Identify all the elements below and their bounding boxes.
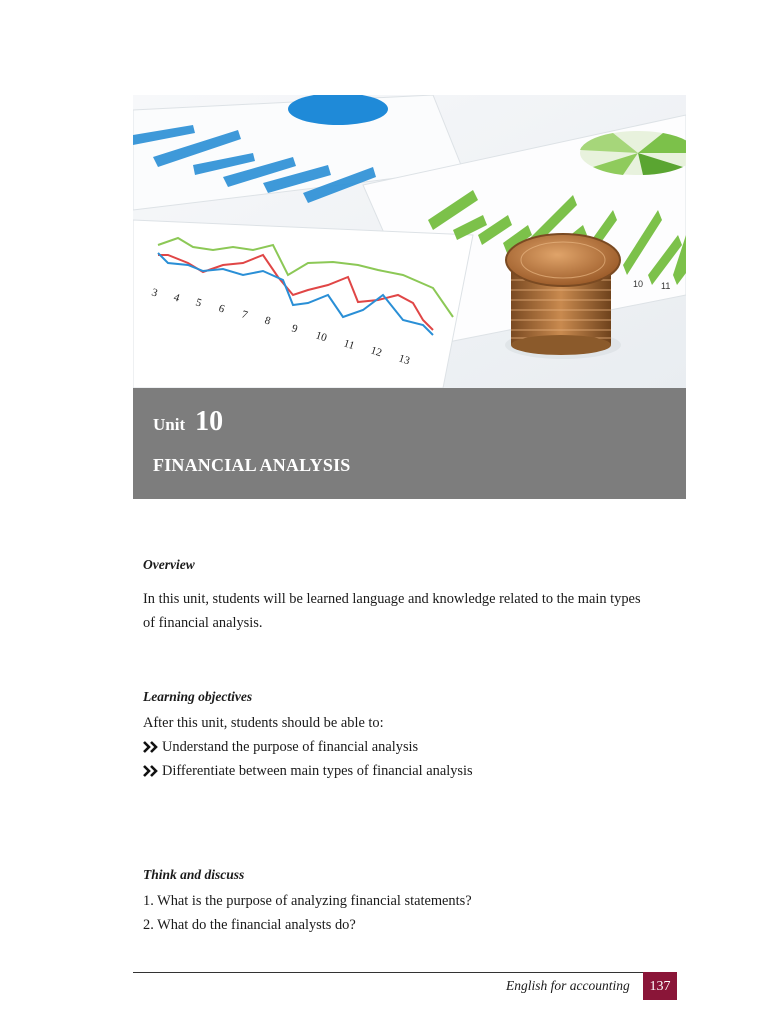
double-chevron-icon bbox=[143, 765, 159, 777]
unit-number: 10 bbox=[195, 406, 224, 437]
overview-text-line-1: In this unit, students will be learned language and knowledge related to the main types bbox=[143, 591, 641, 607]
footer-book-title: English for accounting bbox=[506, 978, 630, 993]
overview-section bbox=[143, 553, 683, 635]
svg-text:5: 5 bbox=[194, 296, 204, 310]
page-number-badge: 137 bbox=[643, 972, 677, 1000]
overview-heading: Overview bbox=[143, 557, 195, 572]
unit-title: FINANCIAL ANALYSIS bbox=[153, 455, 351, 475]
svg-text:7: 7 bbox=[240, 308, 250, 322]
svg-text:9: 9 bbox=[290, 322, 300, 336]
unit-banner bbox=[133, 388, 686, 499]
discussion-heading: Think and discuss bbox=[143, 867, 245, 882]
right-axis-label-10: 10 bbox=[633, 279, 644, 289]
objective-item bbox=[143, 759, 683, 783]
objective-item bbox=[143, 735, 683, 759]
footer-rule bbox=[133, 972, 676, 973]
svg-text:10: 10 bbox=[314, 329, 329, 345]
objectives-heading: Learning objectives bbox=[143, 689, 253, 704]
discussion-section bbox=[143, 863, 683, 937]
coin-stack bbox=[505, 234, 621, 359]
double-chevron-icon bbox=[143, 741, 159, 753]
svg-text:13: 13 bbox=[397, 352, 412, 368]
svg-text:8: 8 bbox=[263, 314, 273, 328]
overview-text-line-2: of financial analysis. bbox=[143, 615, 263, 631]
unit-heading bbox=[153, 406, 223, 438]
right-axis-label-11: 11 bbox=[661, 281, 671, 291]
svg-text:3: 3 bbox=[150, 286, 160, 300]
unit-label: Unit bbox=[153, 415, 186, 434]
svg-text:12: 12 bbox=[369, 344, 384, 360]
discussion-question: 1. What is the purpose of analyzing financial statements? bbox=[143, 893, 472, 909]
svg-text:11: 11 bbox=[342, 337, 356, 353]
objective-text: Understand the purpose of financial analysis bbox=[162, 739, 419, 755]
financial-charts-illustration bbox=[133, 95, 686, 388]
hero-image bbox=[133, 95, 686, 388]
discussion-question: 2. What do the financial analysts do? bbox=[143, 917, 356, 933]
objective-text: Differentiate between main types of financial analysis bbox=[162, 763, 473, 779]
objectives-section bbox=[143, 685, 683, 783]
svg-text:6: 6 bbox=[217, 302, 227, 316]
svg-text:4: 4 bbox=[172, 291, 182, 305]
objectives-intro: After this unit, students should be able to: bbox=[143, 715, 384, 731]
